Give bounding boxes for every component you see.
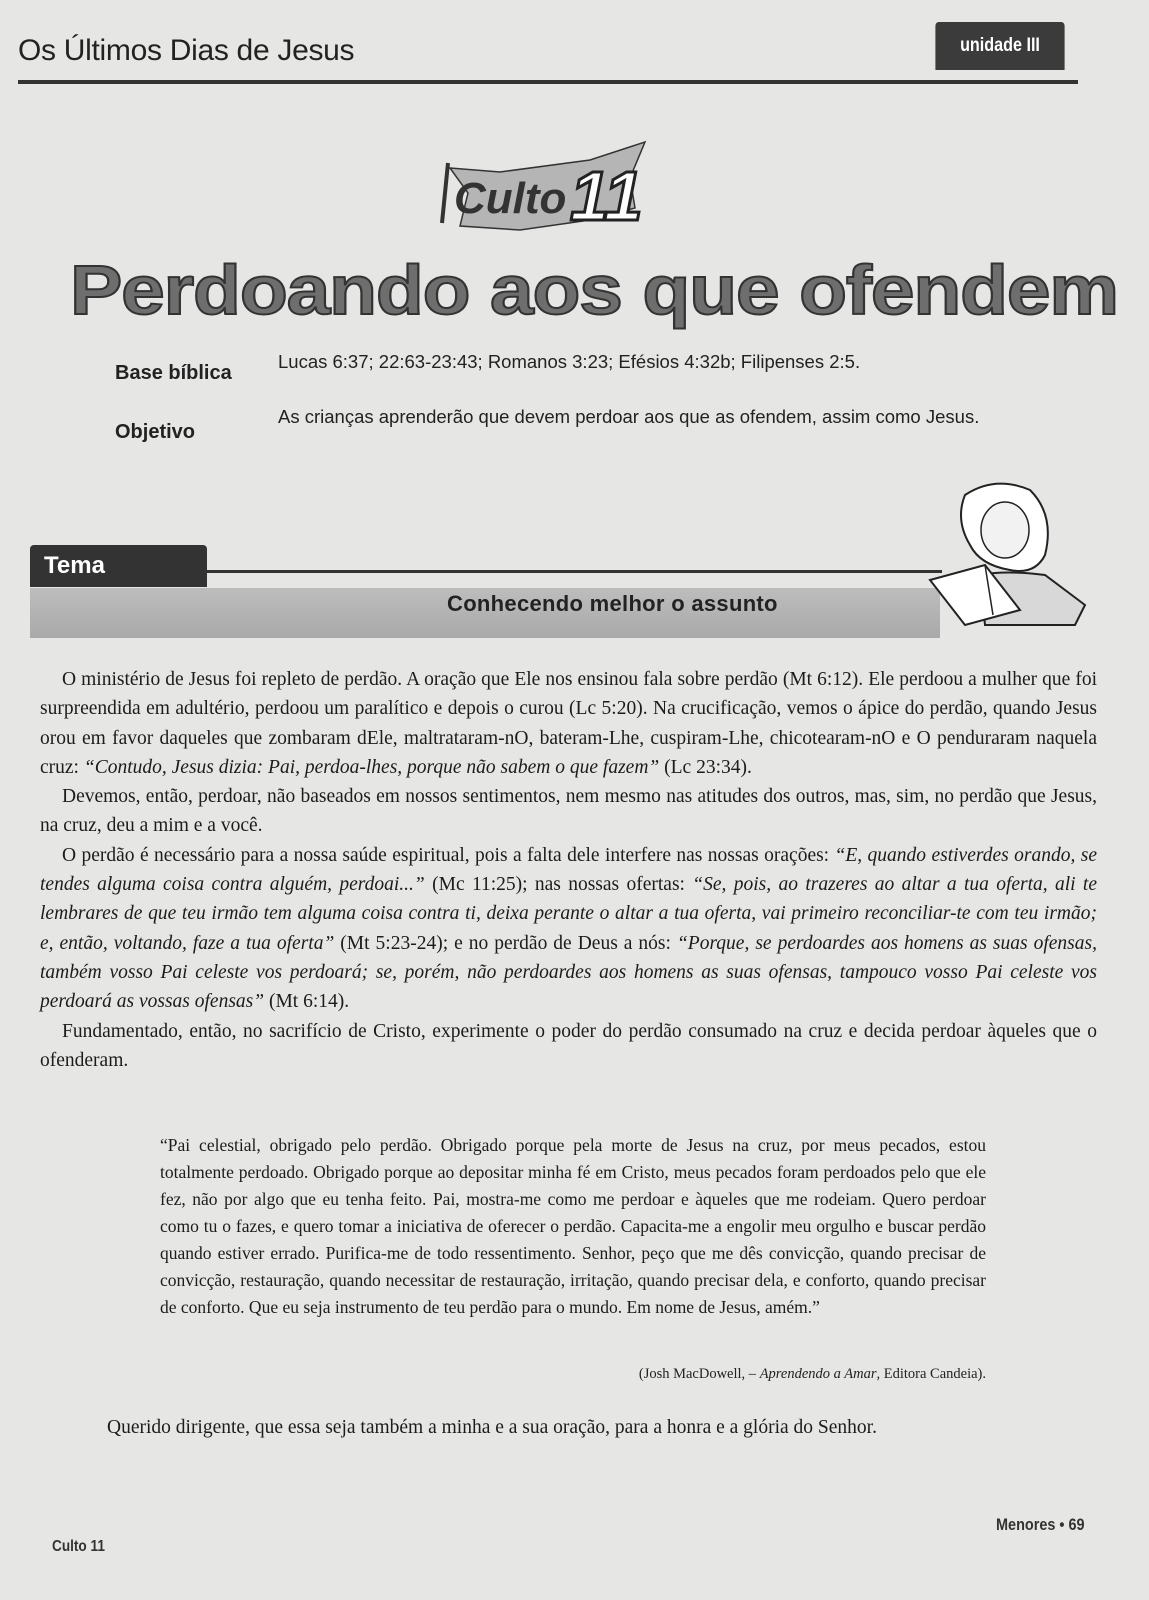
- text: O perdão é necessário para a nossa saúde espiritual, pois a falta dele interfere nas nossas orações:: [62, 844, 835, 866]
- text: (Josh MacDowell, –: [638, 1366, 760, 1382]
- text: , Editora Candeia).: [876, 1366, 986, 1382]
- objetivo-label: Objetivo: [115, 421, 196, 443]
- tema-subtitle: Conhecendo melhor o assunto: [447, 591, 778, 616]
- girl-reading-illustration: [925, 475, 1095, 630]
- lesson-title: Perdoando aos que ofendem: [70, 251, 1118, 329]
- article-body: [40, 665, 1097, 1075]
- header-divider: [18, 80, 1078, 84]
- culto-logo-text: Culto: [454, 174, 567, 223]
- objetivo-text: As crianças aprenderão que devem perdoar aos que as ofendem, assim como Jesus.: [278, 406, 980, 427]
- prayer-quote: “Pai celestial, obrigado pelo perdão. Obrigado porque pela morte de Jesus na cruz, por meus pecados, estou totalmente perdoado. Obrigado porque ao depositar minha fé em Cristo, meus pecados foram perdoados pelo que ele fez, não por algo que eu tenha feito. Pai, mostra-me como me perdoar e àqueles que me rodeiam. Quero perdoar como tu o fazes, e quero tomar a iniciativa de oferecer o perdão. Capacita-me a engolir meu orgulho e buscar perdão quando estiver errado. Purifica-me de todo ressentimento. Senhor, peço que me dês convicção, quando precisar de convicção, restauração, quando necessitar de restauração, irritação, quando precisar dela, e conforto, quando precisar de conforto. Que eu seja instrumento de teu perdão para o mundo. Em nome de Jesus, amém.”: [160, 1135, 986, 1317]
- footer-left: Culto 11: [52, 1538, 105, 1555]
- scripture-quote: “Se, pois, ao trazeres ao altar a tua oferta, ali te lembrares de que teu irmão tem alguma coisa contra ti, deixa perante o altar a tua oferta, vai primeiro reconciliar-te com teu irmão; e, então, voltando, faze a tua oferta”: [40, 874, 1098, 954]
- paragraph: Devemos, então, perdoar, não baseados em nossos sentimentos, nem mesmo nas atitudes dos outros, mas, sim, no perdão que Jesus, na cruz, deu a mim e a você.: [40, 786, 1097, 837]
- tema-tab: Tema: [30, 545, 207, 587]
- footer-page-number: Menores • 69: [996, 1515, 1085, 1534]
- paragraph: Fundamentado, então, no sacrifício de Cristo, experimente o poder do perdão consumado na cruz e decida perdoar àqueles que o ofenderam.: [40, 1020, 1097, 1071]
- text: (Mt 5:23-24); e no perdão de Deus a nós:: [334, 932, 677, 954]
- unit-badge: unidade III: [935, 22, 1064, 70]
- text: (Mt 6:14).: [264, 991, 350, 1013]
- culto-logo: [440, 138, 660, 238]
- prayer-citation: [560, 1366, 986, 1383]
- tema-divider: [207, 570, 942, 573]
- book-title: Aprendendo a Amar: [759, 1366, 877, 1382]
- scripture-quote: “Contudo, Jesus dizia: Pai, perdoa-lhes, porque não sabem o que fazem”: [83, 756, 660, 778]
- text: O ministério de Jesus foi repleto de perdão. A oração que Ele nos ensinou fala sobre perdão (Mt 6:12). Ele perdoou a mulher que foi surpreendida em adultério, perdoou um paralítico e depois o curou (Lc 5:20). Na crucificação, vemos o ápice do perdão, quando Jesus orou em favor daqueles que zombaram dEle, maltrataram-nO, bateram-Lhe, cuspiram-Lhe, chicotearam-nO e O penduraram naquela cruz:: [40, 669, 1097, 778]
- text: (Lc 23:34).: [659, 756, 752, 778]
- text: (Mc 11:25); nas nossas ofertas:: [424, 874, 693, 896]
- closing-text: Querido dirigente, que essa seja também a minha e a sua oração, para a honra e a glória do Senhor.: [107, 1417, 877, 1438]
- culto-logo-number: 11: [570, 157, 643, 235]
- scripture-quote: “E, quando estiverdes orando, se tendes alguma coisa contra alguém, perdoai...”: [40, 844, 1097, 896]
- base-biblica-label: Base bíblica: [115, 362, 232, 384]
- section-title: Os Últimos Dias de Jesus: [18, 34, 355, 67]
- base-biblica-text: Lucas 6:37; 22:63-23:43; Romanos 3:23; Efésios 4:32b; Filipenses 2:5.: [278, 351, 861, 372]
- scripture-quote: “Porque, se perdoardes aos homens as suas ofensas, também vosso Pai celeste vos perdoará; se, porém, não perdoardes aos homens as suas ofensas, tampouco vosso Pai celeste vos perdoará as vossas ofensas”: [40, 932, 1097, 1013]
- paragraph: [40, 665, 1097, 782]
- paragraph: [40, 841, 1097, 1017]
